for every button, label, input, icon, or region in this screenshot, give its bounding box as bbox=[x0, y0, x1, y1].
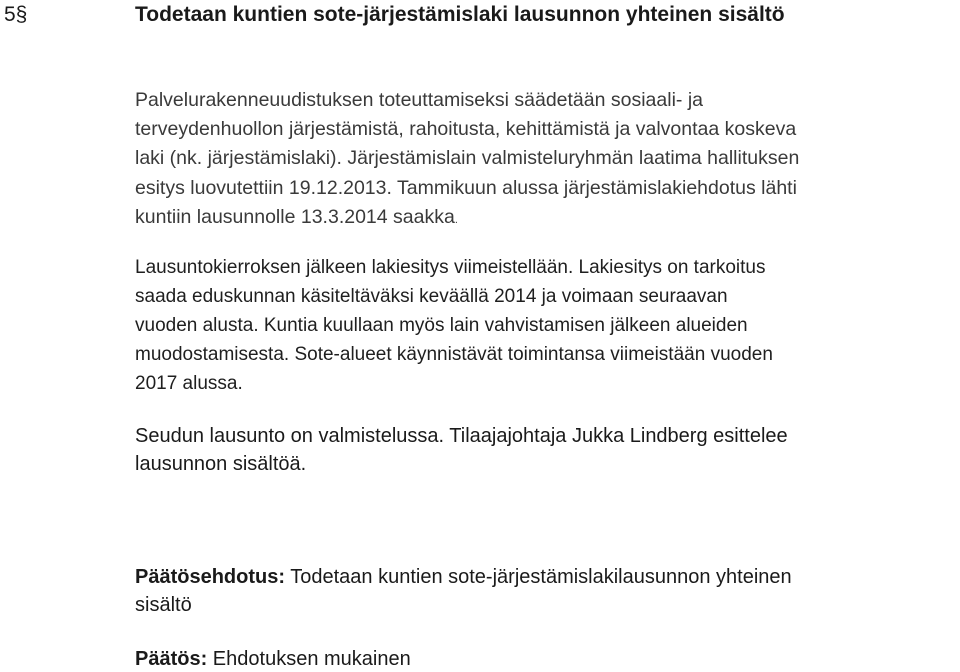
paragraph-line: vuoden alusta. Kuntia kuullaan myös lain vahvistamisen jälkeen alueiden bbox=[135, 315, 748, 336]
proposal-text: Todetaan kuntien sote-järjestämislakilausunnon yhteinen bbox=[285, 566, 792, 588]
paragraph-line: terveydenhuollon järjestämistä, rahoitusta, kehittämistä ja valvontaa koskeva bbox=[135, 118, 797, 141]
section-title: Todetaan kuntien sote-järjestämislaki lausunnon yhteinen sisältö bbox=[135, 3, 785, 26]
proposal-line: sisältö bbox=[135, 594, 192, 616]
paragraph-line: lausunnon sisältöä. bbox=[135, 453, 307, 475]
decision bbox=[135, 646, 935, 672]
paragraph-presentation bbox=[135, 422, 935, 478]
paragraph-line-text: kuntiin lausunnolle 13.3.2014 saakka bbox=[135, 205, 455, 228]
paragraph-line: Palvelurakenneuudistuksen toteuttamiseksi säädetään sosiaali- ja bbox=[135, 89, 704, 111]
section-number: 5§ bbox=[4, 3, 28, 26]
paragraph-line: Lausuntokierroksen jälkeen lakiesitys viimeistellään. Lakiesitys on tarkoitus bbox=[135, 257, 766, 278]
paragraph-line: laki (nk. järjestämislaki). Järjestämislain valmisteluryhmän laatima hallituksen bbox=[135, 147, 800, 170]
decision-line bbox=[135, 646, 935, 672]
paragraph-line: Seudun lausunto on valmistelussa. Tilaajajohtaja Jukka Lindberg esittelee bbox=[135, 425, 788, 447]
paragraph-line: 2017 alussa. bbox=[135, 373, 243, 394]
decision-text: Ehdotuksen mukainen bbox=[207, 648, 411, 670]
paragraph-line: saada eduskunnan käsiteltäväksi keväällä 2014 ja voimaan seuraavan bbox=[135, 286, 728, 307]
trailing-dot: . bbox=[454, 213, 458, 226]
decision-proposal bbox=[135, 563, 935, 619]
paragraph-line: esitys luovutettiin 19.12.2013. Tammikuun alussa järjestämislakiehdotus lähti bbox=[135, 176, 797, 199]
paragraph-schedule bbox=[135, 253, 935, 398]
proposal-line bbox=[135, 563, 935, 591]
paragraph-line: muodostamisesta. Sote-alueet käynnistävät toimintansa viimeistään vuoden bbox=[135, 344, 773, 365]
paragraph-background bbox=[135, 86, 935, 235]
decision-label: Päätös: bbox=[135, 648, 208, 670]
paragraph-line-last bbox=[135, 203, 935, 235]
proposal-label: Päätösehdotus: bbox=[135, 566, 286, 588]
